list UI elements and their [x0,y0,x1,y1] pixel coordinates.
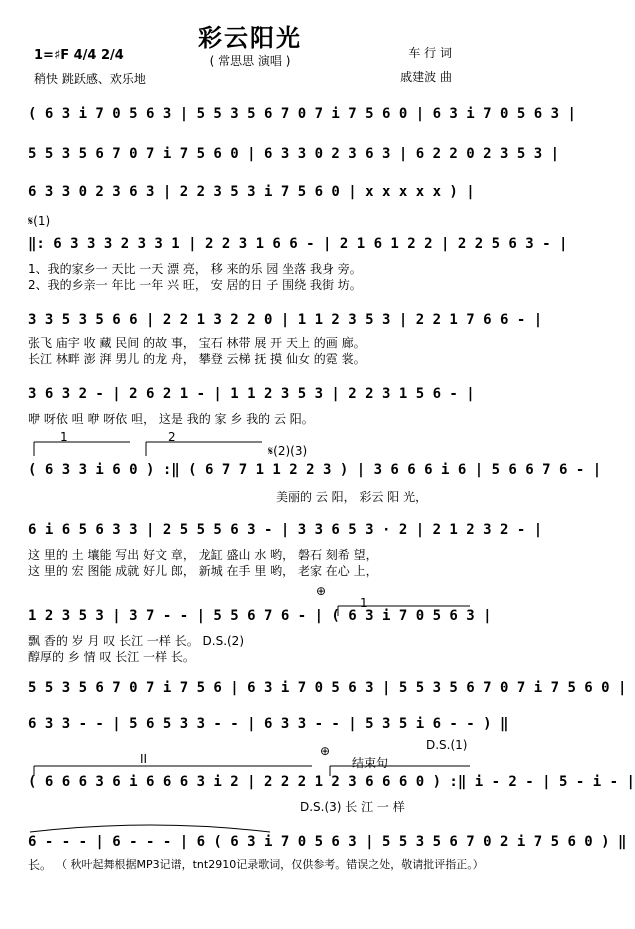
score-row-12: ( 6 6 6 3 6 i 6 6 6 3 i 2 | 2 2 2 1 2 3 6 6 6 0 ) :‖ i - 2 - | 5 - i - | [28,774,635,790]
score-row-6: 3 6 3 2 - | 2 6 2 1 - | 1 1 2 3 5 3 | 2 2 3 1 5 6 - | [28,386,475,402]
lyric-row-8-verse-2: 这 里的 宏 图能 成就 好儿 郎， 新城 在手 里 哟， 老家 在心 上， [28,564,378,578]
volta-I-label: 1 [360,596,368,610]
lyric-row-9-verse-2: 醇厚的 乡 情 叹 长江 一样 长。 [28,650,195,664]
tie-arc-final [30,825,270,832]
segno-mark-2: 𝄋(2)(3) [268,444,308,458]
lyric-row-4-verse-1: 1、我的家乡一 天比 一天 漂 亮， 移 来的乐 园 坐落 我身 旁。 [28,262,362,276]
score-row-1: ( 6 3 i 7 0 5 6 3 | 5 5 3 5 6 7 0 7 i 7 5 6 0 | 6 3 i 7 0 5 6 3 | [28,106,576,122]
score-row-3: 6 3 3 0 2 3 6 3 | 2 2 3 5 3 i 7 5 6 0 | x x x x x ) | [28,184,475,200]
tempo-marking: 稍快 跳跃感、欢乐地 [34,72,146,86]
lyric-row-12: D.S.(3) 长 江 一 样 [300,800,405,814]
lyric-row-7: 美丽的 云 阳， 彩云 阳 光， [276,490,428,504]
volta-2-label: 2 [168,430,176,444]
lyric-row-4-verse-2: 2、我的乡亲一 年比 一年 兴 旺， 安 居的日 子 围绕 我街 坊。 [28,278,362,292]
score-row-9: 1 2 3 5 3 | 3 7 - - | 5 5 6 7 6 - | ( 6 3 i 7 0 5 6 3 | [28,608,492,624]
volta-1-label: 1 [60,430,68,444]
key-signature: 1=♯F 4/4 2/4 [34,48,124,63]
score-row-13: 6 - - - | 6 - - - | 6 ( 6 3 i 7 0 5 6 3 | 5 5 3 5 6 7 0 2 i 7 5 6 0 ) ‖ [28,834,627,850]
score-row-10: 5 5 3 5 6 7 0 7 i 7 5 6 | 6 3 i 7 0 5 6 3 | 5 5 3 5 6 7 0 7 i 7 5 6 0 | [28,680,627,696]
ending-label: 结束句 [352,756,389,770]
score-row-8: 6 i 6 5 6 3 3 | 2 5 5 5 6 3 - | 3 3 6 5 3 · 2 | 2 1 2 3 2 - | [28,522,543,538]
ds-1-marking: D.S.(1) [426,738,468,752]
singer-credit: ( 常思思 演唱 ) [209,54,291,68]
score-row-5: 3 3 5 3 5 6 6 | 2 2 1 3 2 2 0 | 1 1 2 3 5 3 | 2 2 1 7 6 6 - | [28,312,543,328]
segno-mark-1: 𝄋(1) [28,214,51,228]
lyric-row-5-verse-2: 长江 林畔 澎 湃 男儿 的龙 舟， 攀登 云梯 抚 摸 仙女 的霓 裳。 [28,352,366,366]
lyric-row-13: 长。 [28,858,53,872]
volta-II-label: II [140,752,148,766]
composer-credit: 戚建波 曲 [400,70,452,84]
lyric-row-9-verse-1: 飘 香的 岁 月 叹 长江 一样 长。 D.S.(2) [28,634,245,648]
lyricist-credit: 车 行 词 [408,46,452,60]
transcription-note: （ 秋叶起舞根据MP3记谱，tnt2910记录歌词，仅供参考。错误之处，敬请批评指正。） [56,858,484,871]
coda-mark-2: ⊕ [320,744,331,758]
lyric-row-5-verse-1: 张飞 庙宇 收 藏 民间 的故 事， 宝石 林带 展 开 天上 的画 廊。 [28,336,366,350]
lyric-row-8-verse-1: 这 里的 土 壤能 写出 好文 章， 龙缸 盛山 水 哟， 磐石 刻希 望， [28,548,378,562]
score-row-7: ( 6 3 3 i 6 0 ) :‖ ( 6 7 7 1 1 2 2 3 ) | 3 6 6 6 i 6 | 5 6 6 7 6 - | [28,462,602,478]
coda-mark-1: ⊕ [316,584,327,598]
score-row-11: 6 3 3 - - | 5 6 5 3 3 - - | 6 3 3 - - | 5 3 5 i 6 - - ) ‖ [28,716,509,732]
score-row-4: ‖: 6 3 3 3 2 3 3 1 | 2 2 3 1 6 6 - | 2 1 6 1 2 2 | 2 2 5 6 3 - | [28,236,568,252]
lyric-row-6: 咿 呀依 呾 咿 呀依 呾， 这是 我的 家 乡 我的 云 阳。 [28,412,314,426]
score-row-2: 5 5 3 5 6 7 0 7 i 7 5 6 0 | 6 3 3 0 2 3 6 3 | 6 2 2 0 2 3 5 3 | [28,146,560,162]
song-title: 彩云阳光 [198,24,302,52]
